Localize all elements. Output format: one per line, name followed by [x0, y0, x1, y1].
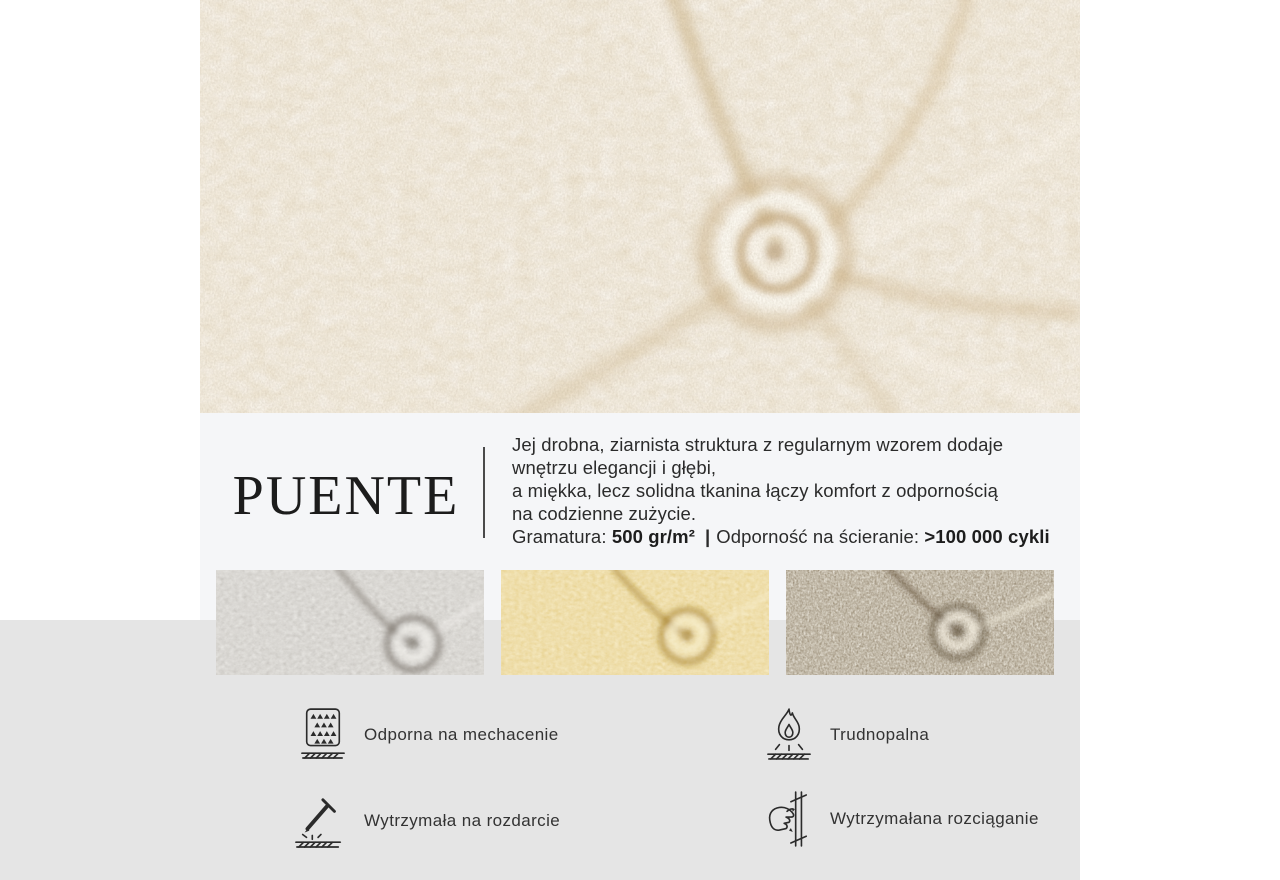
- feature-label: Wytrzymała na rozdarcie: [364, 811, 561, 830]
- feature-tear-resistant: [294, 789, 560, 853]
- abrasion-label: Odporność na ścieranie:: [716, 525, 920, 547]
- feature-pilling-resistant: [300, 703, 559, 767]
- swatch-beige-image: [786, 570, 1054, 675]
- stretch-resistant-icon: [764, 787, 812, 851]
- description-line: na codzienne zużycie.: [512, 502, 697, 524]
- flame-retardant-icon: [766, 705, 812, 765]
- feature-flame-retardant: [766, 703, 929, 767]
- vertical-divider: [483, 447, 485, 538]
- feature-label: Wytrzymałana rozciąganie: [830, 809, 1039, 828]
- gramatura-value: 500 gr/m²: [611, 525, 695, 547]
- spec-separator: |: [704, 525, 711, 547]
- description-line: wnętrzu elegancji i głębi,: [512, 456, 717, 478]
- tear-resistant-icon: [294, 791, 346, 851]
- gramatura-label: Gramatura:: [512, 525, 607, 547]
- swatch-yellow-image: [501, 570, 769, 675]
- pilling-resistant-icon: [300, 705, 346, 765]
- spec-line: [512, 526, 1072, 549]
- abrasion-value: >100 000 cykli: [924, 525, 1050, 547]
- description-line: Jej drobna, ziarnista struktura z regularnym wzorem dodaje: [512, 434, 1004, 455]
- feature-stretch-resistant: [764, 787, 1039, 851]
- swatch-grey-image: [216, 570, 484, 675]
- hero-fabric-image: [200, 0, 1080, 413]
- feature-label: Odporna na mechacenie: [364, 725, 559, 744]
- product-description: [512, 434, 1072, 549]
- product-title: PUENTE: [232, 465, 460, 527]
- description-line: a miękka, lecz solidna tkanina łączy komfort z odpornością: [512, 479, 998, 501]
- feature-label: Trudnopalna: [830, 725, 930, 744]
